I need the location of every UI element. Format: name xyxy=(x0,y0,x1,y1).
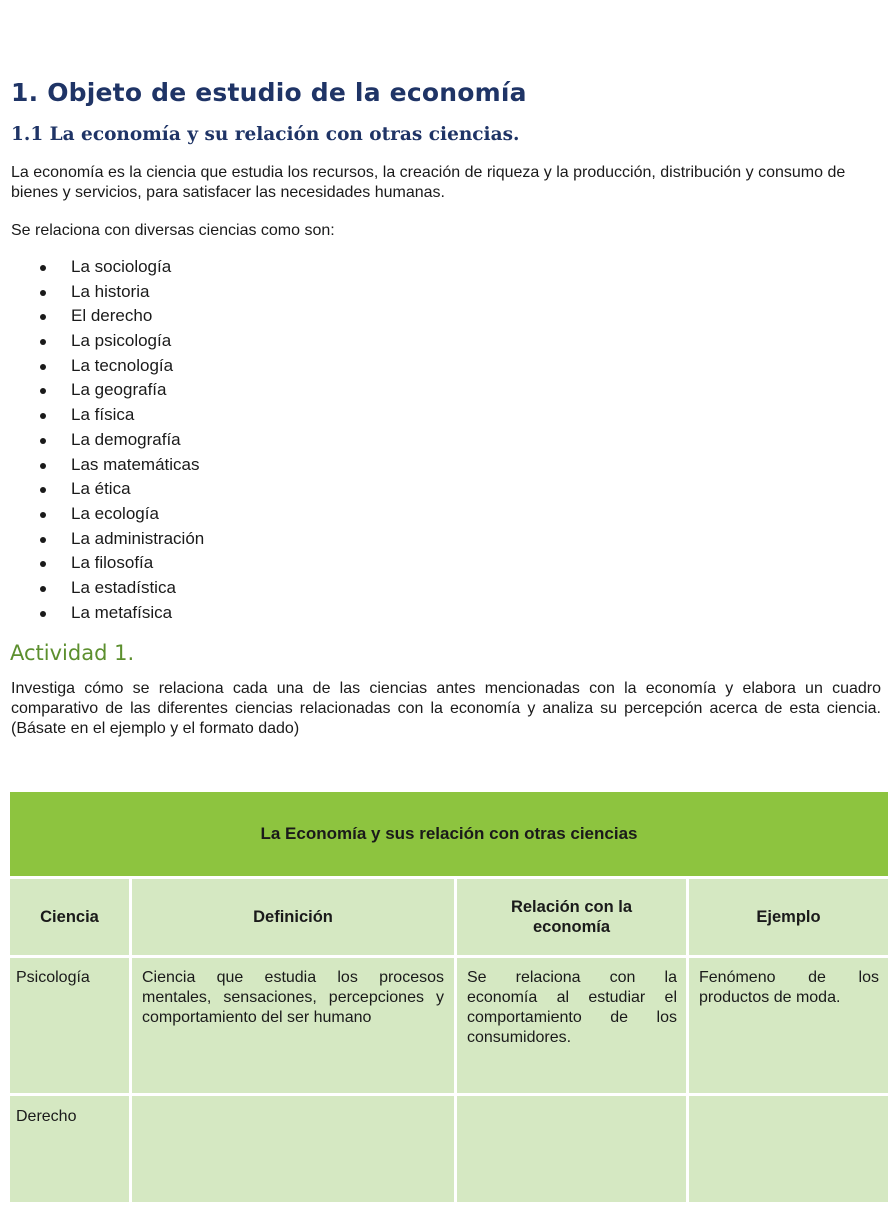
list-item: La demografía xyxy=(40,428,204,453)
list-item: La metafísica xyxy=(40,601,204,626)
list-item: La geografía xyxy=(40,378,204,403)
header-relacion: Relación con la economía xyxy=(510,898,633,936)
table-row-divider xyxy=(10,955,888,958)
list-item: La psicología xyxy=(40,329,204,354)
table-body xyxy=(10,876,888,1202)
cell-ejemplo-empty[interactable] xyxy=(699,1107,879,1127)
list-item: La historia xyxy=(40,280,204,305)
cell-ciencia: Psicología xyxy=(16,969,90,986)
cell-ciencia: Derecho xyxy=(16,1108,77,1125)
list-item: La filosofía xyxy=(40,551,204,576)
table-title: La Economía y sus relación con otras ciencias xyxy=(10,792,888,876)
list-item: La sociología xyxy=(40,255,204,280)
cell-relacion: Se relaciona con la economía al estudiar el comportamiento de los consumidores. xyxy=(467,969,677,1046)
cell-definicion: Ciencia que estudia los procesos mentales, sensaciones, percepciones y comportamiento del ser humano xyxy=(142,969,444,1026)
header-definicion: Definición xyxy=(253,908,333,926)
activity-instructions: Investiga cómo se relaciona cada una de las ciencias antes mencionadas con la economía y elabora un cuadro comparativo de las diferentes ciencias relacionadas con la economía y analiza su percepción acerca de esta ciencia. (Básate en el ejemplo y el formato dado) xyxy=(11,680,881,737)
section-subtitle: 1.1 La economía y su relación con otras ciencias. xyxy=(11,124,520,145)
list-item: La ética xyxy=(40,477,204,502)
list-item: La administración xyxy=(40,527,204,552)
cell-definicion-empty[interactable] xyxy=(142,1107,444,1127)
list-item: La estadística xyxy=(40,576,204,601)
header-ejemplo: Ejemplo xyxy=(756,908,821,926)
comparison-table xyxy=(10,792,888,1202)
activity-title: Actividad 1. xyxy=(10,641,135,665)
cell-ejemplo: Fenómeno de los productos de moda. xyxy=(699,969,879,1006)
relation-intro: Se relaciona con diversas ciencias como son: xyxy=(11,222,335,239)
list-item: Las matemáticas xyxy=(40,453,204,478)
sciences-list xyxy=(40,255,204,625)
page-title: 1. Objeto de estudio de la economía xyxy=(11,78,527,107)
list-item: La física xyxy=(40,403,204,428)
table-row-divider xyxy=(10,1093,888,1096)
list-item: La tecnología xyxy=(40,354,204,379)
list-item: La ecología xyxy=(40,502,204,527)
header-ciencia: Ciencia xyxy=(40,908,99,926)
intro-paragraph: La economía es la ciencia que estudia los recursos, la creación de riqueza y la producción, distribución y consumo de bienes y servicios, para satisfacer las necesidades humanas. xyxy=(11,164,846,201)
list-item: El derecho xyxy=(40,304,204,329)
cell-relacion-empty[interactable] xyxy=(467,1107,677,1127)
